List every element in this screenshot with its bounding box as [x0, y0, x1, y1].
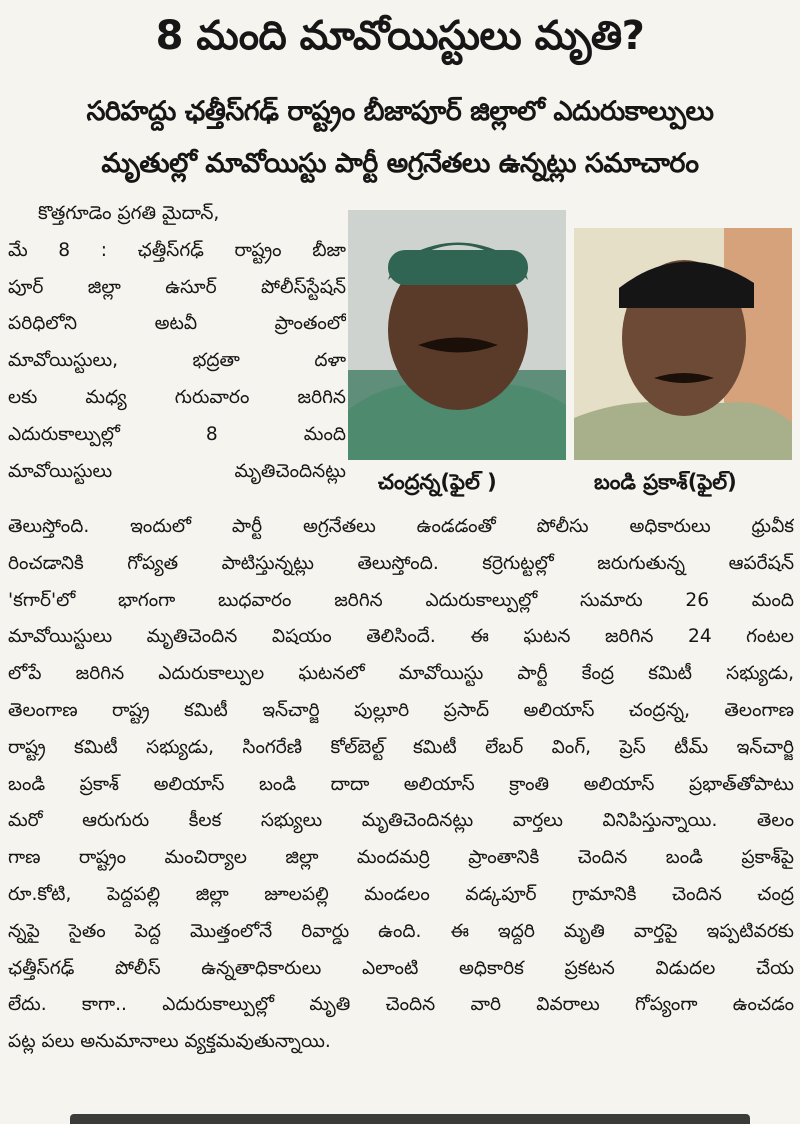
- headline: 8 మంది మావోయిస్టులు మృతి?: [155, 13, 645, 59]
- body-line: తెలుస్తోంది. ఇందులో పార్టీ అగ్రనేతలు ఉండడంతో పోలీసు అధికారులు ధ్రువీక: [8, 516, 794, 537]
- article-body: [8, 509, 794, 1061]
- body-line: లోపే జరిగిన ఎదురుకాల్పుల ఘటనలో మావోయిస్టు పార్టీ కేంద్ర కమిటీ సభ్యుడు,: [8, 663, 794, 685]
- intro-line: మే 8 : ఛత్తీస్‌గఢ్ రాష్ట్రం బీజా: [8, 239, 346, 261]
- photo-caption-chandranna: చంద్రన్న(ఫైల్ ): [378, 470, 497, 494]
- photo-bandi-prakash: [574, 228, 792, 460]
- subheadline-line-2: మృతుల్లో మావోయిస్టు పార్టీ అగ్రనేతలు ఉన్నట్లు సమాచారం: [101, 148, 699, 179]
- body-line: రించడానికి గోప్యత పాటిస్తున్నట్లు తెలుస్తోంది. కర్రెగుట్టల్లో జరుగుతున్న ఆపరేషన్: [8, 552, 794, 574]
- intro-line: పరిధిలోని అటవీ ప్రాంతంలో: [8, 313, 346, 335]
- intro-column: [8, 196, 346, 490]
- next-article-cutoff: [70, 1108, 750, 1124]
- intro-line: కొత్తగూడెం ప్రగతి మైదాన్,: [38, 203, 220, 224]
- body-line: న్నపై సైతం పెద్ద మొత్తంలోనే రివార్డు ఉంది. ఈ ఇద్దరి మృతి వార్తపై ఇప్పటివరకు: [8, 920, 794, 942]
- body-line: బండి ప్రకాశ్ అలియాస్ బండి దాదా అలియాస్ క్రాంతి అలియాస్ ప్రభాత్‌తోపాటు: [8, 773, 794, 795]
- body-line: పట్ల పలు అనుమానాలు వ్యక్తమవుతున్నాయి.: [8, 1031, 331, 1053]
- body-line: లేదు. కాగా.. ఎదురుకాల్పుల్లో మృతి చెందిన వారి వివరాలు గోప్యంగా ఉంచడం: [8, 994, 794, 1016]
- intro-line: పూర్ జిల్లా ఉసూర్ పోలీస్‌స్టేషన్: [8, 276, 346, 298]
- portrait-photo-icon: [574, 228, 792, 460]
- body-line: ఛత్తీస్‌గఢ్ పోలీస్ ఉన్నతాధికారులు ఎలాంటి అధికారిక ప్రకటన విడుదల చేయ: [8, 957, 794, 979]
- photo-chandranna: [348, 210, 566, 460]
- body-line: రూ.కోటి, పెద్దపల్లి జిల్లా జూలపల్లి మండలం వడ్కపూర్ గ్రామానికి చెందిన చంద్ర: [8, 883, 794, 905]
- subheadline-line-1: సరిహద్దు ఛత్తీస్‌గఢ్ రాష్ట్రం బీజాపూర్ జిల్లాలో ఎదురుకాల్పులు: [86, 96, 714, 127]
- portrait-photo-icon: [348, 210, 566, 460]
- photo-caption-bandi-prakash: బండి ప్రకాశ్(ఫైల్): [594, 470, 737, 494]
- intro-line: మావోయిస్టులు మృతిచెందినట్లు: [8, 460, 346, 482]
- intro-line: లకు మధ్య గురువారం జరిగిన: [8, 386, 346, 408]
- intro-line: ఎదురుకాల్పుల్లో 8 మంది: [8, 423, 346, 445]
- body-line: 'కగార్'లో భాగంగా బుధవారం జరిగిన ఎదురుకాల్పుల్లో సుమారు 26 మంది: [8, 589, 794, 611]
- body-line: రాష్ట్ర కమిటీ సభ్యుడు, సింగరేణి కోల్‌బెల్ట్ కమిటీ లేబర్ వింగ్, ప్రెస్ టీమ్ ఇన్‌చార్జి: [8, 736, 794, 758]
- body-line: తెలంగాణ రాష్ట్ర కమిటీ ఇన్‌చార్జి పుల్లూరి ప్రసాద్ అలియాస్ చంద్రన్న, తెలంగాణ: [8, 699, 794, 721]
- intro-line: మావోయిస్టులు, భద్రతా దళా: [8, 350, 346, 372]
- body-line: గాణ రాష్ట్రం మంచిర్యాల జిల్లా మందమర్రి ప్రాంతానికి చెందిన బండి ప్రకాశ్‌పై: [8, 847, 794, 869]
- body-line: మావోయిస్టులు మృతిచెందిన విషయం తెలిసిందే. ఈ ఘటన జరిగిన 24 గంటల: [8, 626, 794, 648]
- body-line: మరో ఆరుగురు కీలక సభ్యులు మృతిచెందినట్లు వార్తలు వినిపిస్తున్నాయి. తెలం: [8, 810, 794, 832]
